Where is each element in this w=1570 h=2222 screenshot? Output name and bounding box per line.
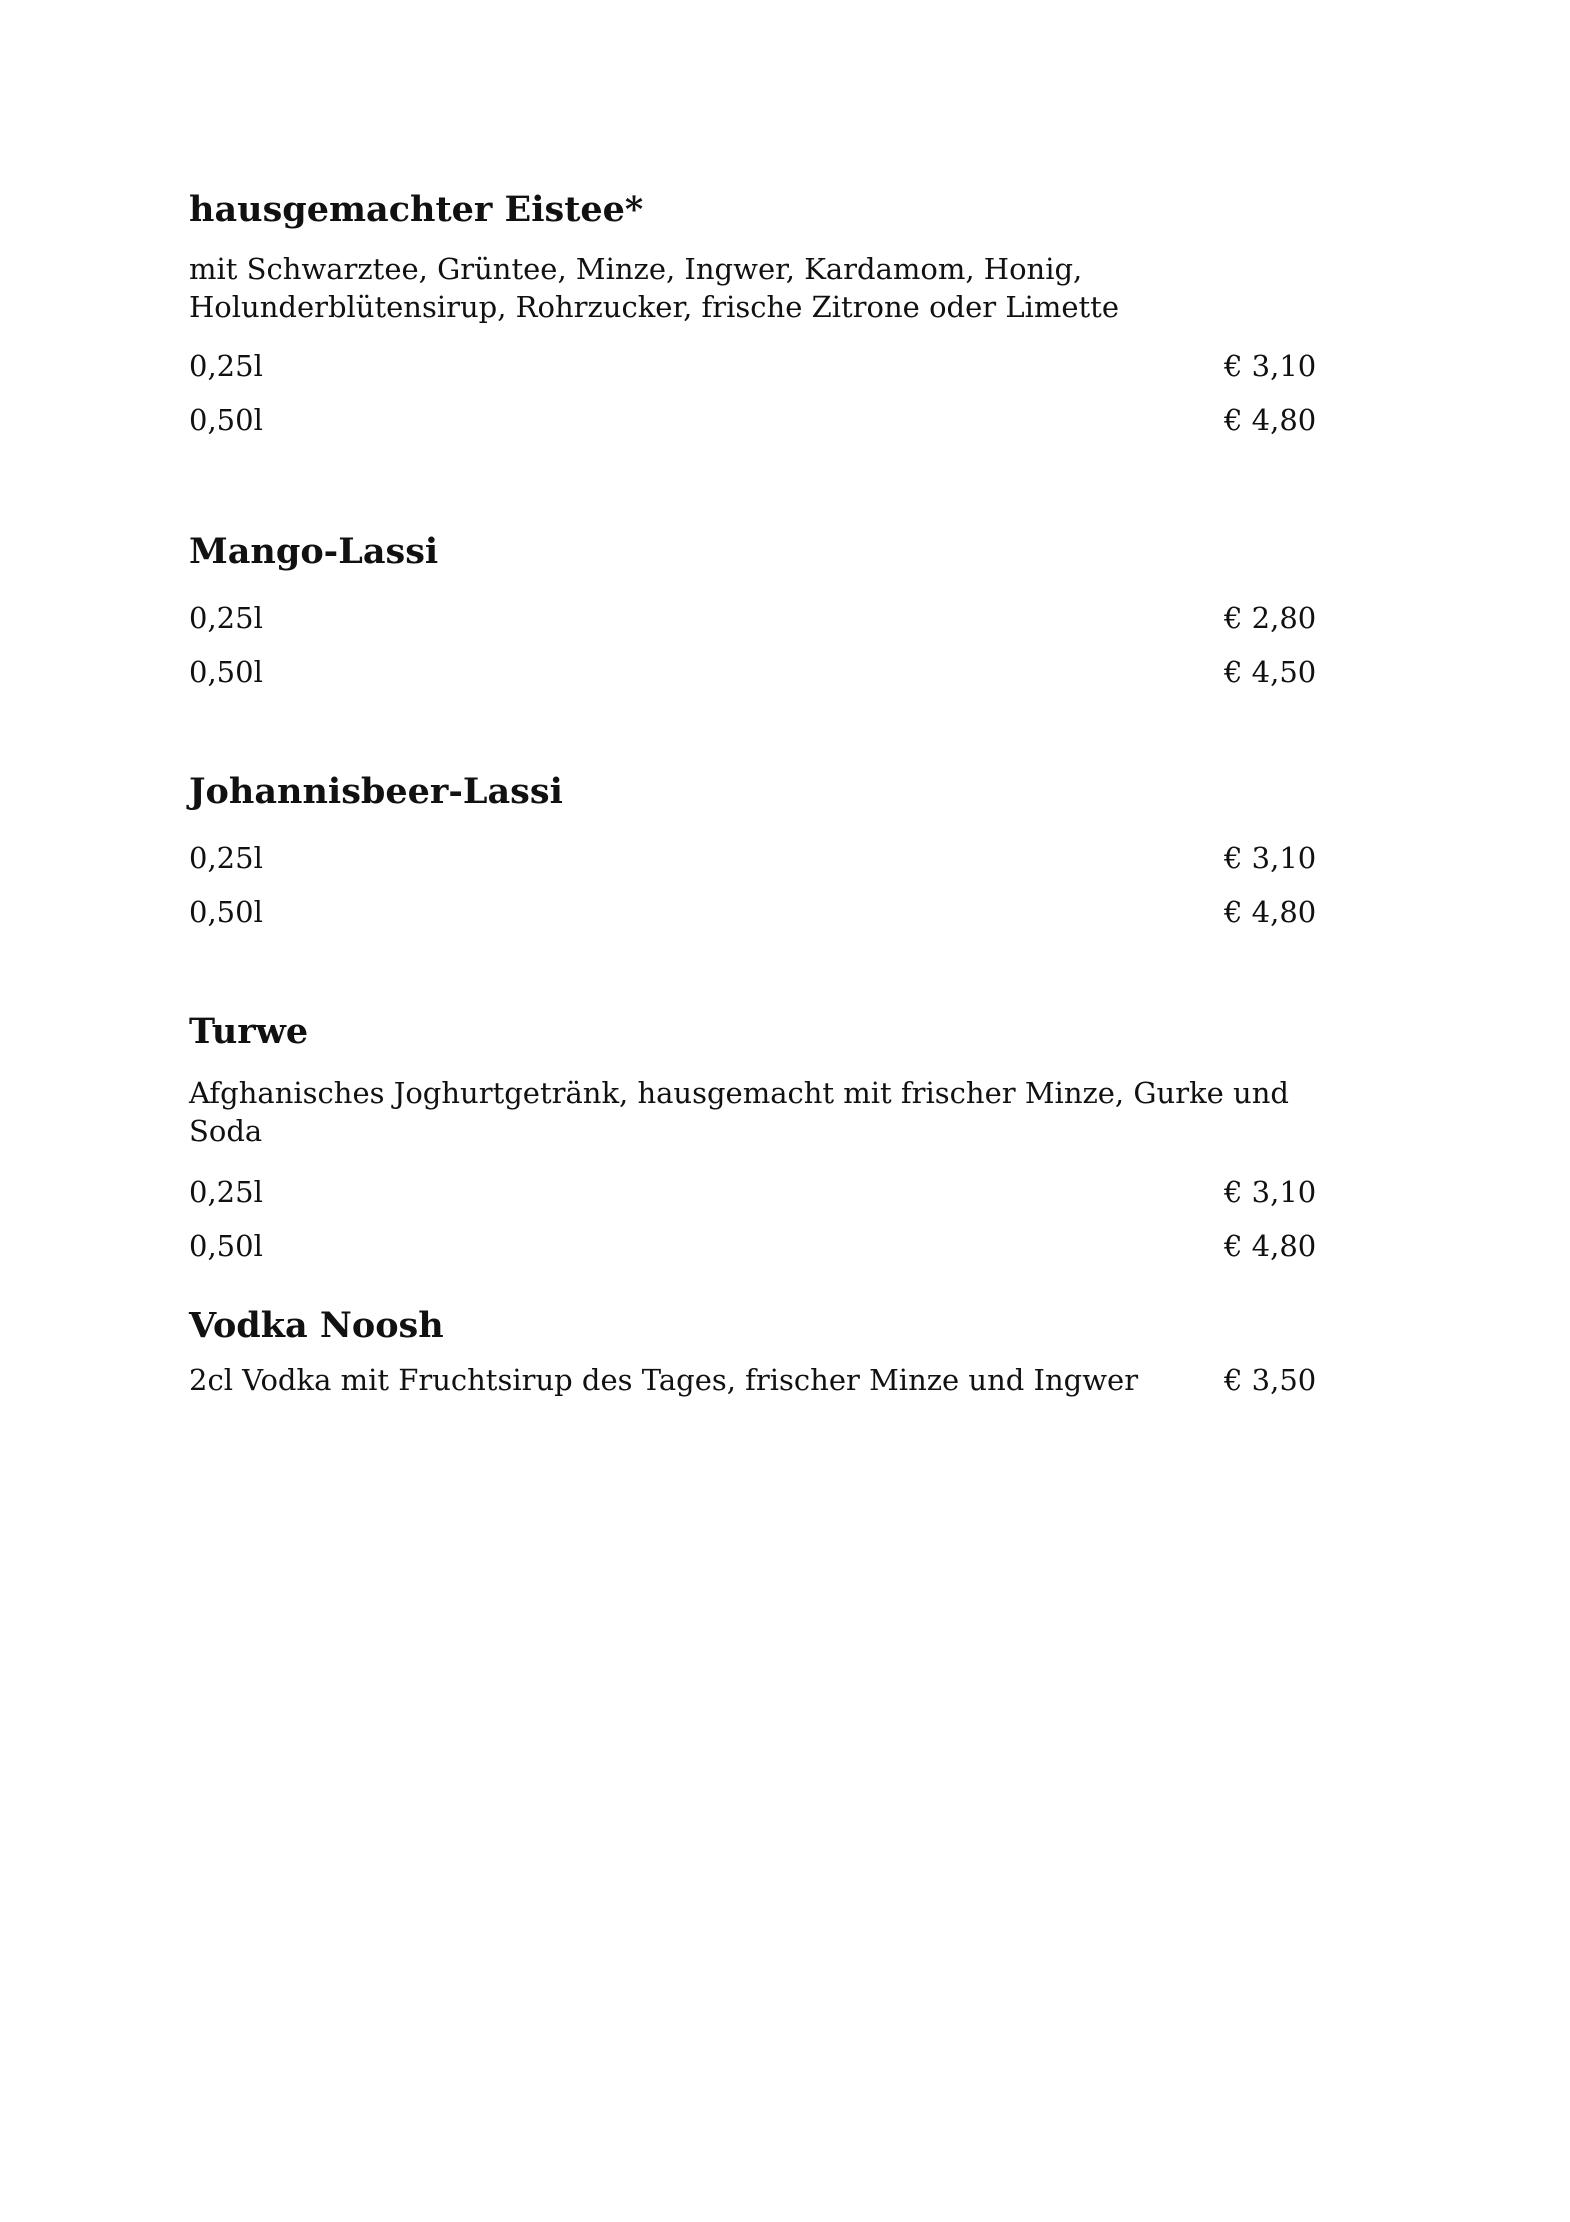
price-row [189,598,1317,638]
item-description: mit Schwarztee, Grüntee, Minze, Ingwer, Kardamom, Honig, Holunderblütensirup, Rohrzucker, frische Zitrone oder Limette [189,252,1119,324]
price-value: € 4,80 [1224,403,1317,437]
price-value: € 4,80 [1224,1229,1317,1263]
size-label: 0,25l [189,349,263,383]
menu-item-johannisbeer-lassi [189,770,1317,932]
price-row [189,1226,1317,1266]
price-row [189,346,1317,386]
price-value: € 2,80 [1224,601,1317,635]
size-label: 0,25l [189,841,263,875]
price-row [189,1172,1317,1212]
price-value: € 3,50 [1224,1363,1317,1397]
item-title: Johannisbeer-Lassi [189,771,563,812]
item-title: Mango-Lassi [189,531,439,572]
item-title: Vodka Noosh [189,1305,444,1346]
price-row [189,838,1317,878]
size-label: 0,25l [189,1175,263,1209]
menu-item-vodka-noosh [189,1304,1317,1400]
item-description: 2cl Vodka mit Fruchtsirup des Tages, frischer Minze und Ingwer [189,1363,1139,1397]
menu-item-mango-lassi [189,530,1317,692]
size-label: 0,50l [189,895,263,929]
size-label: 0,50l [189,1229,263,1263]
menu-item-eistee [189,188,1317,440]
price-value: € 3,10 [1224,841,1317,875]
price-row [189,652,1317,692]
menu-item-turwe [189,1010,1317,1266]
price-row [189,892,1317,932]
price-value: € 3,10 [1224,349,1317,383]
price-value: € 4,80 [1224,895,1317,929]
item-title: hausgemachter Eistee* [189,189,644,230]
price-row [189,1360,1317,1400]
size-label: 0,50l [189,403,263,437]
size-label: 0,25l [189,601,263,635]
item-title: Turwe [189,1011,309,1052]
size-label: 0,50l [189,655,263,689]
price-row [189,400,1317,440]
price-value: € 3,10 [1224,1175,1317,1209]
price-value: € 4,50 [1224,655,1317,689]
item-description: Afghanisches Joghurtgetränk, hausgemacht mit frischer Minze, Gurke und Soda [189,1076,1289,1148]
